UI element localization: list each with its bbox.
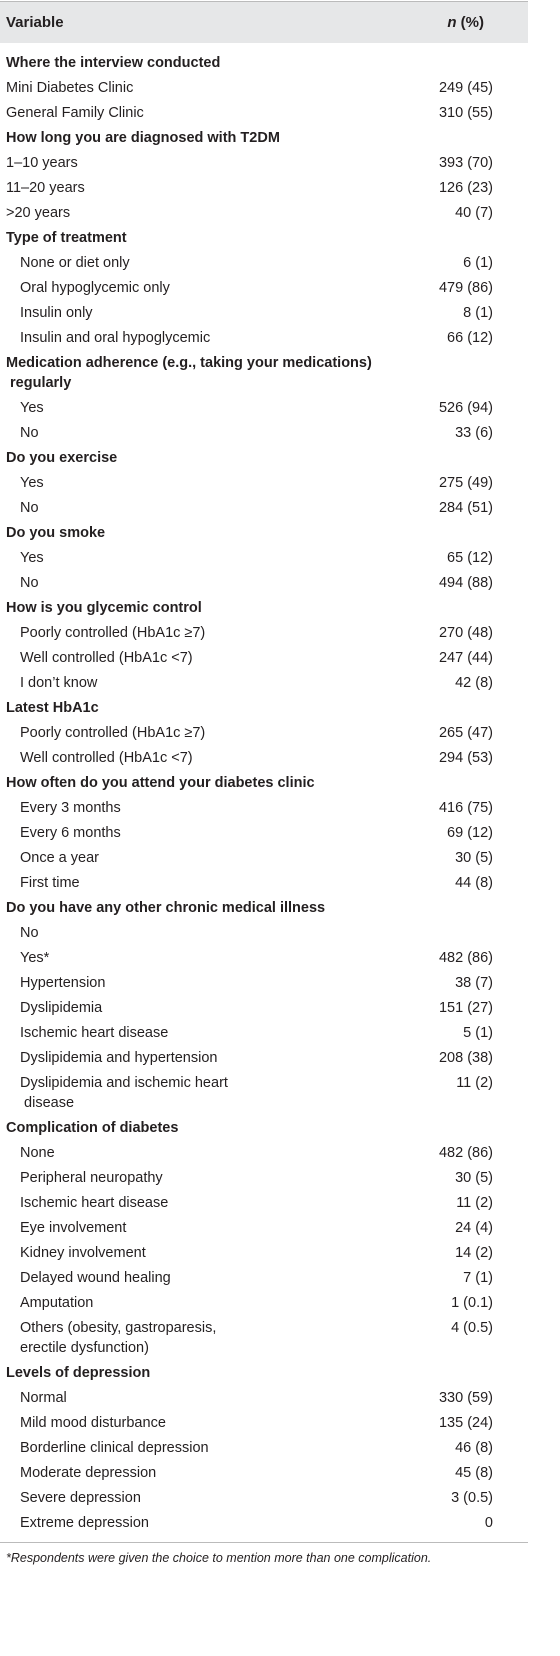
row-label: Well controlled (HbA1c <7) [20,750,193,766]
row-label: 11–20 years [6,180,85,196]
row-label: Insulin only [20,305,93,321]
row-label-continued: disease [20,1095,75,1111]
section-label: Do you smoke [6,525,106,541]
table-header [0,2,528,43]
row-value: 275 (49) [438,475,493,491]
row-value: 482 (86) [438,950,493,966]
row-value: 8 (1) [463,305,493,321]
row-label: Extreme depression [20,1515,149,1531]
row-label: I don’t know [20,675,98,691]
section-label: Complication of diabetes [6,1120,179,1136]
row-value: 42 (8) [455,675,493,691]
row-value: 208 (38) [438,1050,493,1066]
row-value: 330 (59) [438,1390,493,1406]
row-value: 14 (2) [455,1245,493,1261]
section-label: Do you have any other chronic medical illness [6,900,326,916]
row-label: Ischemic heart disease [20,1025,169,1041]
row-value: 270 (48) [438,625,493,641]
row-value: 44 (8) [455,875,493,891]
row-value: 0 [484,1515,493,1531]
row-value: 24 (4) [455,1220,493,1236]
row-label: Yes [20,475,44,491]
row-label: Ischemic heart disease [20,1195,169,1211]
row-value: 66 (12) [447,330,493,346]
section-label: Where the interview conducted [6,55,221,71]
row-value: 69 (12) [447,825,493,841]
row-label: Once a year [20,850,99,866]
row-label: No [20,425,39,441]
row-value: 11 (2) [456,1075,493,1091]
section-label: Latest HbA1c [6,700,99,716]
row-label-continued: regularly [6,375,72,391]
header-value-percent: (%) [456,14,484,31]
row-value: 482 (86) [438,1145,493,1161]
row-value: 526 (94) [438,400,493,416]
bottom-rule [0,1542,528,1543]
row-value: 30 (5) [455,1170,493,1186]
row-label: Borderline clinical depression [20,1440,209,1456]
section-label: How often do you attend your diabetes clinic [6,775,315,791]
row-value: 126 (23) [438,180,493,196]
row-value: 38 (7) [455,975,493,991]
row-value: 11 (2) [456,1195,493,1211]
row-label: Mini Diabetes Clinic [6,80,134,96]
section-label: Do you exercise [6,450,118,466]
row-value: 33 (6) [455,425,493,441]
row-value: 1 (0.1) [451,1295,493,1311]
row-value: 294 (53) [438,750,493,766]
row-value: 135 (24) [438,1415,493,1431]
row-label: Poorly controlled (HbA1c ≥7) [20,725,206,741]
row-label: Moderate depression [20,1465,157,1481]
row-label: Mild mood disturbance [20,1415,166,1431]
row-label: No [20,925,39,941]
row-label: Amputation [20,1295,94,1311]
row-label: Yes* [20,950,50,966]
row-value: 284 (51) [438,500,493,516]
row-value: 30 (5) [455,850,493,866]
row-label: Poorly controlled (HbA1c ≥7) [20,625,206,641]
row-label: Normal [20,1390,67,1406]
table-footnote: *Respondents were given the choice to mention more than one complication. [6,1551,432,1565]
section-label: Levels of depression [6,1365,151,1381]
row-label: Yes [20,550,44,566]
header-variable: Variable [6,14,64,31]
row-label: Insulin and oral hypoglycemic [20,330,211,346]
row-label: Delayed wound healing [20,1270,171,1286]
row-value: 45 (8) [455,1465,493,1481]
row-value: 65 (12) [447,550,493,566]
section-label: Medication adherence (e.g., taking your medications) [6,355,372,371]
row-value: 494 (88) [438,575,493,591]
row-label: None or diet only [20,255,130,271]
section-label: How long you are diagnosed with T2DM [6,130,280,146]
row-value: 310 (55) [438,105,493,121]
row-label: Peripheral neuropathy [20,1170,163,1186]
row-value: 479 (86) [438,280,493,296]
row-label: No [20,575,39,591]
row-label: General Family Clinic [6,105,144,121]
row-label-continued: erectile dysfunction) [20,1340,149,1356]
row-value: 393 (70) [438,155,493,171]
row-label: Eye involvement [20,1220,127,1236]
row-label: Others (obesity, gastroparesis, [20,1320,217,1336]
row-value: 7 (1) [463,1270,493,1286]
row-value: 3 (0.5) [451,1490,493,1506]
row-label: Severe depression [20,1490,141,1506]
row-value: 6 (1) [463,255,493,271]
row-label: Dyslipidemia [20,1000,103,1016]
section-label: How is you glycemic control [6,600,202,616]
row-value: 151 (27) [438,1000,493,1016]
row-label: First time [20,875,80,891]
header-value-n: n [447,14,457,31]
row-label: 1–10 years [6,155,78,171]
section-label: Type of treatment [6,230,127,246]
row-value: 46 (8) [455,1440,493,1456]
row-label: Dyslipidemia and hypertension [20,1050,218,1066]
row-value: 416 (75) [438,800,493,816]
row-label: Every 6 months [20,825,121,841]
row-value: 249 (45) [438,80,493,96]
row-value: 247 (44) [438,650,493,666]
row-value: 40 (7) [455,205,493,221]
row-label: Yes [20,400,44,416]
header-value [447,12,484,34]
row-label: Every 3 months [20,800,121,816]
row-value: 5 (1) [463,1025,493,1041]
row-label: Dyslipidemia and ischemic heart [20,1075,228,1091]
row-label: Hypertension [20,975,106,991]
row-label: Kidney involvement [20,1245,146,1261]
row-value: 265 (47) [438,725,493,741]
row-label: Well controlled (HbA1c <7) [20,650,193,666]
row-label: No [20,500,39,516]
row-label: Oral hypoglycemic only [20,280,170,296]
row-label: None [20,1145,55,1161]
row-value: 4 (0.5) [451,1320,493,1336]
row-label: >20 years [6,205,71,221]
